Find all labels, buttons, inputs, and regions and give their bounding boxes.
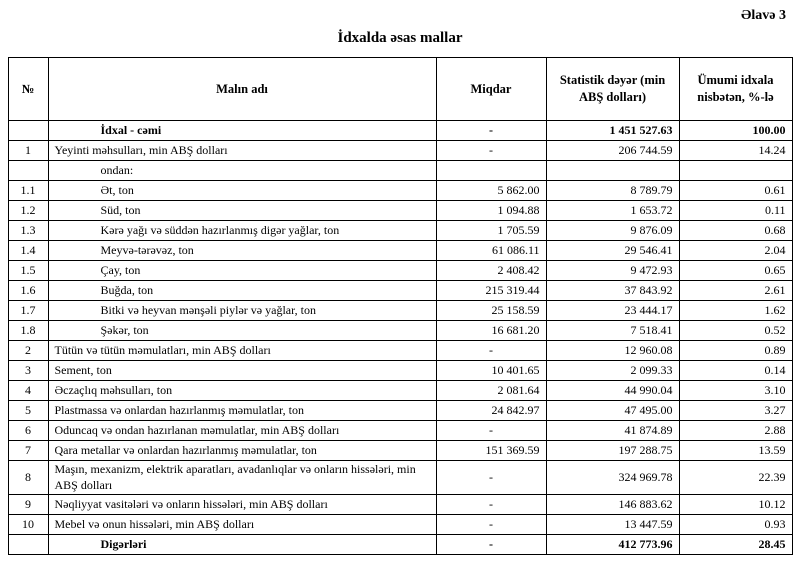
table-body — [8, 121, 792, 555]
cell-no: 2 — [8, 341, 48, 361]
cell-name: İdxal - cəmi — [48, 121, 436, 141]
cell-name: Maşın, mexanizm, elektrik aparatları, avadanlıqlar və onların hissələri, min ABŞ dolları — [48, 461, 436, 495]
cell-value: 412 773.96 — [546, 535, 679, 555]
cell-no — [8, 535, 48, 555]
cell-value: 146 883.62 — [546, 495, 679, 515]
table-row — [8, 441, 792, 461]
cell-pct: 10.12 — [679, 495, 792, 515]
table-row — [8, 121, 792, 141]
cell-qty: - — [436, 341, 546, 361]
cell-value: 1 451 527.63 — [546, 121, 679, 141]
cell-name: Plastmassa və onlardan hazırlanmış məmulatlar, ton — [48, 401, 436, 421]
table-row — [8, 321, 792, 341]
cell-pct: 0.52 — [679, 321, 792, 341]
cell-qty: 5 862.00 — [436, 181, 546, 201]
cell-qty: 24 842.97 — [436, 401, 546, 421]
cell-no: 1 — [8, 141, 48, 161]
cell-value: 197 288.75 — [546, 441, 679, 461]
cell-value: 37 843.92 — [546, 281, 679, 301]
cell-value: 8 789.79 — [546, 181, 679, 201]
page-title: İdxalda əsas mallar — [337, 30, 463, 46]
header-name: Malın adı — [48, 58, 436, 121]
cell-pct: 2.04 — [679, 241, 792, 261]
header-qty: Miqdar — [436, 58, 546, 121]
table-row — [8, 401, 792, 421]
header-no: № — [8, 58, 48, 121]
cell-no: 6 — [8, 421, 48, 441]
cell-qty: 1 094.88 — [436, 201, 546, 221]
cell-value: 29 546.41 — [546, 241, 679, 261]
cell-qty: - — [436, 121, 546, 141]
cell-no: 1.7 — [8, 301, 48, 321]
cell-no: 3 — [8, 361, 48, 381]
cell-pct: 14.24 — [679, 141, 792, 161]
cell-pct: 13.59 — [679, 441, 792, 461]
cell-value: 9 472.93 — [546, 261, 679, 281]
cell-name: Sement, ton — [48, 361, 436, 381]
cell-value — [546, 161, 679, 181]
cell-qty: 1 705.59 — [436, 221, 546, 241]
cell-name: Çay, ton — [48, 261, 436, 281]
cell-name: Buğda, ton — [48, 281, 436, 301]
cell-pct: 0.89 — [679, 341, 792, 361]
cell-pct: 2.88 — [679, 421, 792, 441]
cell-name: Kərə yağı və süddən hazırlanmış digər yağlar, ton — [48, 221, 436, 241]
cell-no: 8 — [8, 461, 48, 495]
cell-name: Ət, ton — [48, 181, 436, 201]
table-row — [8, 515, 792, 535]
cell-qty: 2 408.42 — [436, 261, 546, 281]
cell-pct: 100.00 — [679, 121, 792, 141]
table-row — [8, 201, 792, 221]
cell-name: Digərləri — [48, 535, 436, 555]
table-row — [8, 221, 792, 241]
cell-pct: 3.27 — [679, 401, 792, 421]
table-row — [8, 241, 792, 261]
header-pct: Ümumi idxala nisbətən, %-lə — [679, 58, 792, 121]
cell-value: 206 744.59 — [546, 141, 679, 161]
cell-pct: 0.93 — [679, 515, 792, 535]
table-row — [8, 461, 792, 495]
cell-pct: 0.11 — [679, 201, 792, 221]
cell-value: 2 099.33 — [546, 361, 679, 381]
table-row — [8, 161, 792, 181]
table-row — [8, 341, 792, 361]
cell-pct: 1.62 — [679, 301, 792, 321]
table-row — [8, 181, 792, 201]
cell-value: 23 444.17 — [546, 301, 679, 321]
cell-value: 47 495.00 — [546, 401, 679, 421]
header-row — [8, 58, 792, 121]
cell-pct — [679, 161, 792, 181]
annex-label: Əlavə 3 — [741, 8, 786, 23]
cell-value: 9 876.09 — [546, 221, 679, 241]
cell-name: Şəkər, ton — [48, 321, 436, 341]
cell-name: Nəqliyyat vasitələri və onların hissələri, min ABŞ dolları — [48, 495, 436, 515]
cell-value: 44 990.04 — [546, 381, 679, 401]
header-value: Statistik dəyər (min ABŞ dolları) — [546, 58, 679, 121]
cell-qty: 61 086.11 — [436, 241, 546, 261]
cell-pct: 0.65 — [679, 261, 792, 281]
cell-pct: 0.68 — [679, 221, 792, 241]
table-row — [8, 421, 792, 441]
cell-name: ondan: — [48, 161, 436, 181]
cell-no: 1.4 — [8, 241, 48, 261]
cell-value: 7 518.41 — [546, 321, 679, 341]
cell-name: Bitki və heyvan mənşəli piylər və yağlar, ton — [48, 301, 436, 321]
table-row — [8, 261, 792, 281]
cell-qty: - — [436, 461, 546, 495]
cell-name: Tütün və tütün məmulatları, min ABŞ dolları — [48, 341, 436, 361]
table-row — [8, 381, 792, 401]
cell-name: Oduncaq və ondan hazırlanan məmulatlar, min ABŞ dolları — [48, 421, 436, 441]
cell-qty: - — [436, 535, 546, 555]
cell-name: Əczaçlıq məhsulları, ton — [48, 381, 436, 401]
cell-pct: 28.45 — [679, 535, 792, 555]
table-row — [8, 361, 792, 381]
table-row — [8, 535, 792, 555]
imports-table — [8, 57, 793, 555]
cell-name: Qara metallar və onlardan hazırlanmış məmulatlar, ton — [48, 441, 436, 461]
cell-no — [8, 161, 48, 181]
table-header — [8, 58, 792, 121]
cell-name: Meyvə-tərəvəz, ton — [48, 241, 436, 261]
cell-no: 1.6 — [8, 281, 48, 301]
cell-pct: 0.61 — [679, 181, 792, 201]
cell-name: Mebel və onun hissələri, min ABŞ dolları — [48, 515, 436, 535]
cell-no: 10 — [8, 515, 48, 535]
cell-no: 1.8 — [8, 321, 48, 341]
cell-value: 12 960.08 — [546, 341, 679, 361]
cell-qty: - — [436, 141, 546, 161]
cell-pct: 0.14 — [679, 361, 792, 381]
cell-qty: - — [436, 515, 546, 535]
cell-qty: - — [436, 495, 546, 515]
cell-qty: 25 158.59 — [436, 301, 546, 321]
cell-pct: 3.10 — [679, 381, 792, 401]
table-row — [8, 141, 792, 161]
cell-no: 4 — [8, 381, 48, 401]
table-row — [8, 281, 792, 301]
table-row — [8, 301, 792, 321]
cell-no: 1.5 — [8, 261, 48, 281]
cell-no: 1.3 — [8, 221, 48, 241]
cell-qty: - — [436, 421, 546, 441]
cell-name: Yeyinti məhsulları, min ABŞ dolları — [48, 141, 436, 161]
table-row — [8, 495, 792, 515]
cell-qty: 215 319.44 — [436, 281, 546, 301]
cell-qty: 10 401.65 — [436, 361, 546, 381]
cell-value: 1 653.72 — [546, 201, 679, 221]
cell-value: 324 969.78 — [546, 461, 679, 495]
cell-value: 13 447.59 — [546, 515, 679, 535]
cell-pct: 2.61 — [679, 281, 792, 301]
cell-value: 41 874.89 — [546, 421, 679, 441]
cell-no: 1.2 — [8, 201, 48, 221]
cell-no: 9 — [8, 495, 48, 515]
cell-pct: 22.39 — [679, 461, 792, 495]
cell-no: 5 — [8, 401, 48, 421]
cell-no: 7 — [8, 441, 48, 461]
cell-qty: 16 681.20 — [436, 321, 546, 341]
cell-qty — [436, 161, 546, 181]
cell-no — [8, 121, 48, 141]
cell-qty: 151 369.59 — [436, 441, 546, 461]
cell-name: Süd, ton — [48, 201, 436, 221]
cell-no: 1.1 — [8, 181, 48, 201]
cell-qty: 2 081.64 — [436, 381, 546, 401]
